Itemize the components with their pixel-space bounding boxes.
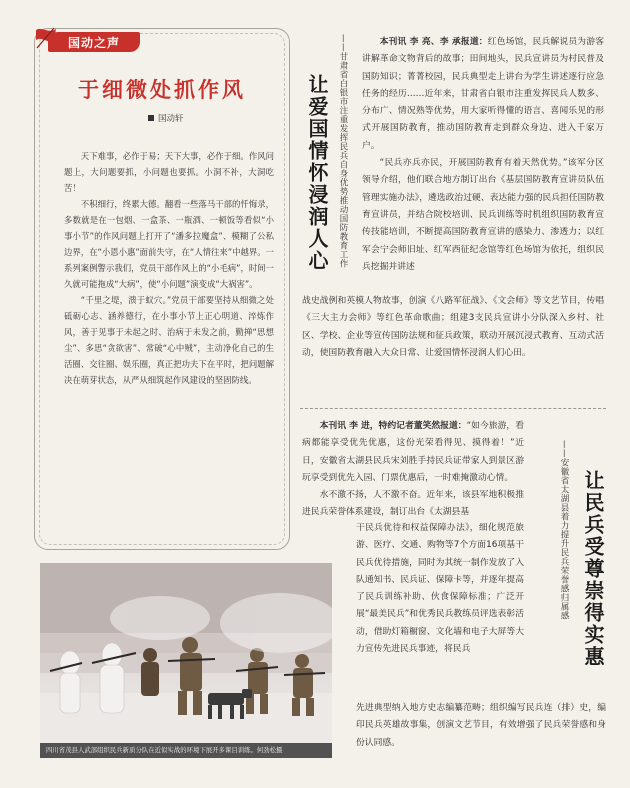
column-body [64, 148, 274, 388]
training-photo [40, 563, 332, 758]
article1-lead: 本刊讯 李 亮、李 承报道： [379, 37, 488, 47]
column-paragraph: “千里之堤，溃于蚁穴。”党员干部要坚持从细微之处砥砺心志、涵养德行，在小事小节上正心明道、淬炼作风，善于见事于未起之时、治病于未发之前，勤掸“思想尘”、多思“贪欲害”、常破“心中贼”，主动净化自己的生活圈、交往圈、娱乐圈，真正把功夫下在平时，把问题解决在萌芽状态，从严从细筑起作风建设的坚固防线。 [64, 295, 274, 385]
column-title: 于细微处抓作风 [78, 78, 246, 102]
column-author-name: 国动轩 [158, 114, 184, 124]
article1-paragraph: 战史战例和英模人物故事，创演《八路军征战》、《文会师》等文艺节目，传唱《三大主力会师》等红色革命歌曲；组建3支民兵宣讲小分队深入乡村、社区、学校、企业等宣传国防法规和征兵政策，联动开展沉浸式教育、互动式活动，使国防教育融入大众日常、让爱国情怀浸润人们心田。 [302, 296, 604, 358]
article2-body-mid [356, 520, 524, 658]
article1-subtitle: ——甘肃省白银市注重发挥民兵自身优势推动国防教育工作 [338, 34, 348, 268]
photo-caption: 四川省茂县人武部组织民兵新质分队在近似实战的环境下展开多课目训练。何劲松摄 [40, 743, 332, 758]
column-paragraph: 天下难事，必作于易；天下大事，必作于细。作风问题上，大问题要抓，小问题也要抓。小洞不补，大洞吃苦！ [64, 151, 274, 193]
article1-body-bottom [302, 293, 604, 362]
article2-paragraph-text: “如今旅游，看病都能享受优先优惠，这份光荣看得见、摸得着！”近日，安徽省太湖县民兵宋刘胜手持民兵证带家人到景区游玩享受到优先入园、门票优惠后，一时难掩激动心情。 [302, 421, 524, 483]
article1-paragraph [362, 34, 604, 155]
column-author [148, 112, 184, 124]
article2-paragraph: 水不激不扬，人不激不奋。近年来，该县军地积极推进民兵荣誉体系建设，制订出台《太湖县基 [302, 490, 524, 518]
article1-body-top [362, 34, 604, 276]
article2-subtitle: ——安徽省太湖县着力提升民兵荣誉感归属感 [559, 440, 569, 620]
article1-paragraph: “民兵亦兵亦民，开展国防教育有着天然优势。”该军分区领导介绍，他们联合地方制订出台《基层国防教育宣讲员队伍管理实施办法》，遴选政治过硬、表达能力强的民兵担任国防教育宣讲员，并结合院校培训、民兵训练等时机组织国防教育宣传技能培训，不断提高国防教育宣讲的感染力、渗透力；以红军会宁会师旧址、红军西征纪念馆等红色场馆为依托，组织民兵挖掘并讲述 [362, 158, 604, 272]
column-badge [34, 26, 142, 56]
column-badge-label: 国动之声 [68, 36, 121, 50]
article2-body-bottom [356, 700, 606, 752]
article2-body-top [302, 418, 524, 522]
article2-title: 让民兵受尊崇得实惠 [581, 470, 605, 668]
article2-paragraph: 干民兵优待和权益保障办法》，细化规范旅游、医疗、交通、购物等7个方面16项基干民兵优待措施，同时为其统一制作发放了入队通知书、民兵证、保障卡等，并逐年提高了民兵训练补助、伙食保障标准；广泛开展“最美民兵”和优秀民兵教练员评选表彰活动，借助灯箱橱窗、文化墙和电子大屏等大力宣传先进民兵事迹，将民兵 [356, 523, 524, 655]
article1-title: 让爱国情怀浸润人心 [305, 74, 329, 272]
article2-paragraph: 先进典型纳入地方史志编纂范畴；组织编写民兵连（排）史，编印民兵英雄故事集，创演文艺节目，有效增强了民兵荣誉感和身份认同感。 [356, 703, 606, 748]
article2-lead: 本刊讯 李 进，特约记者董笑然报道： [319, 421, 467, 431]
article-divider [300, 408, 606, 409]
article2-paragraph [302, 418, 524, 487]
red-flag-icon [34, 26, 58, 52]
article1-paragraph-text: 红色场馆，民兵解说员为游客讲解革命文物背后的故事；田间地头，民兵宣讲员为村民普及国防知识；菁菁校园，民兵典型走上讲台为学生讲述逐行应急任务的经历……近年来，甘肃省白银市注重发挥民兵人数多、分布广、情况熟等优势，用大家听得懂的语言、喜闻乐见的形式开展国防教育，推动国防教育走到群众身边、进入千家万户。 [362, 37, 604, 151]
square-bullet-icon [148, 115, 154, 121]
training-photo-illustration [40, 563, 332, 758]
column-paragraph: 不积细行，终累大德。翻看一些落马干部的忏悔录，多数就是在一包烟、一盒茶、一瓶酒、一顿饭等看似“小事小节”的作风问题上打开了“潘多拉魔盒”、模糊了公私边界，在“小恩小惠”面前失守，在“人情往来”中越界。一系列案例警示我们，党员干部作风上的“小毛病”，时间一久就可能拖成“大病”，使“小问题”演变成“大祸害”。 [64, 199, 274, 289]
